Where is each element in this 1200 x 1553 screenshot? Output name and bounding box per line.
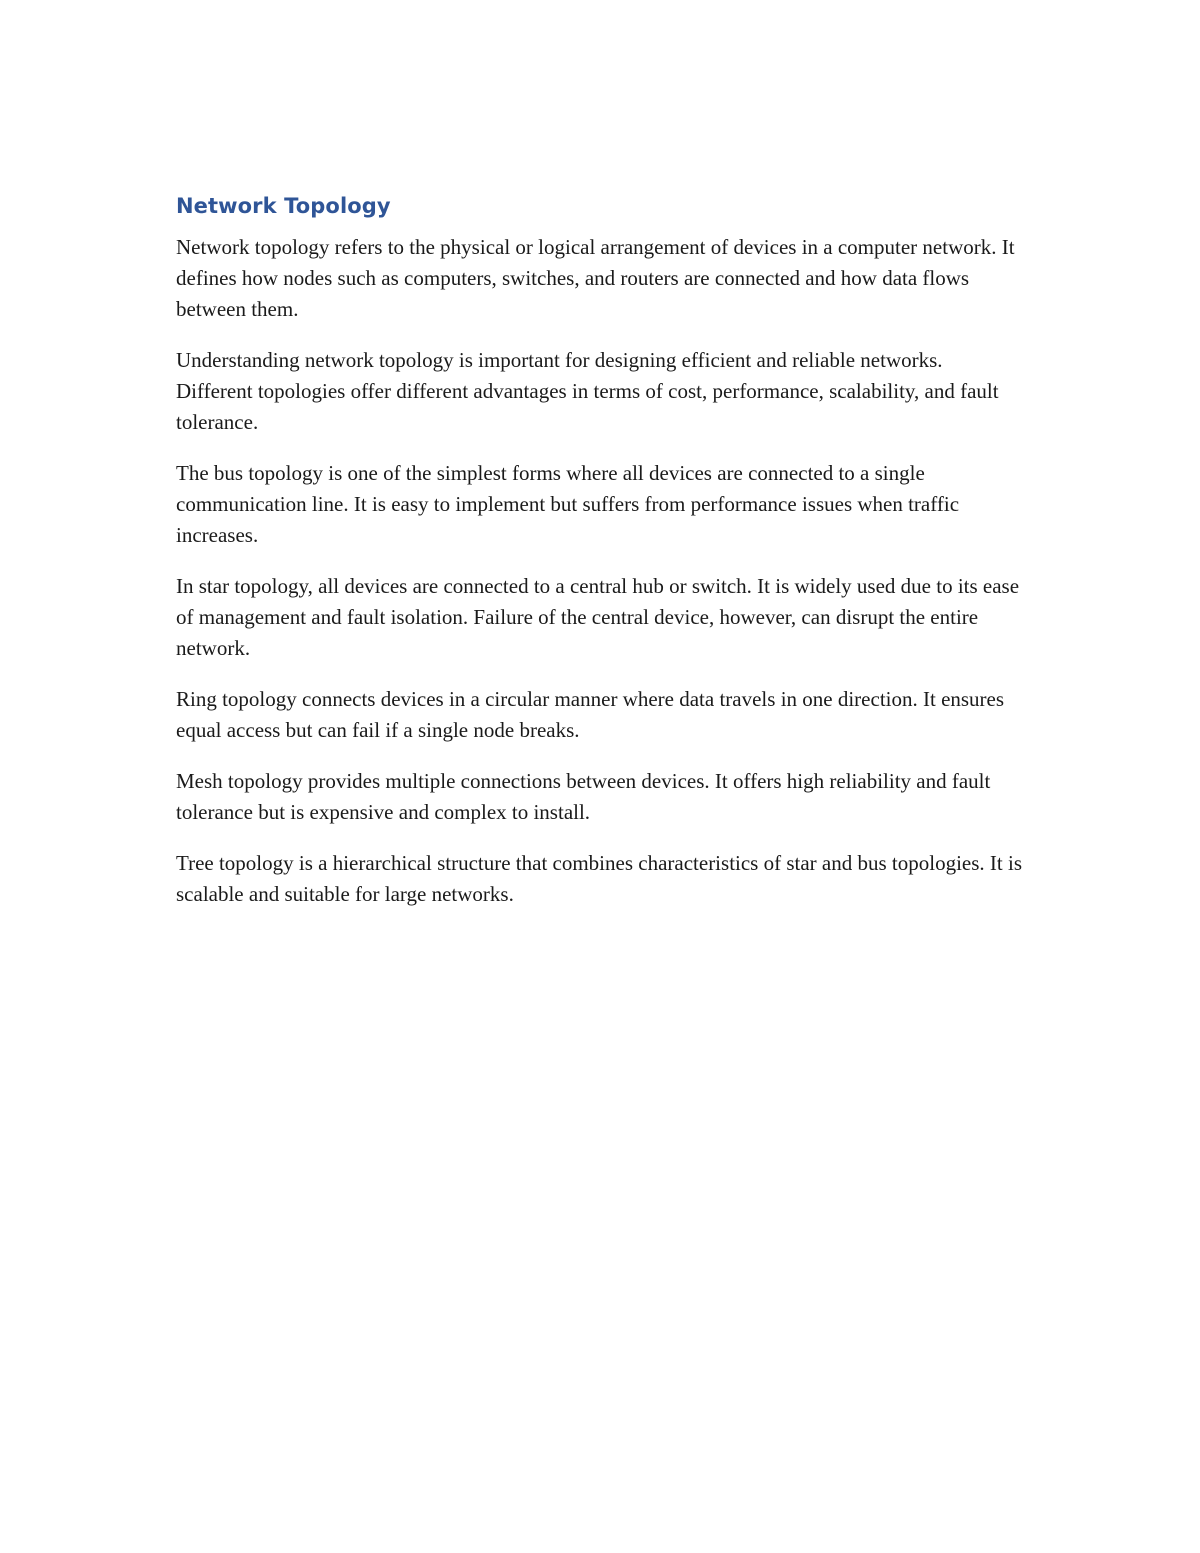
paragraph-mesh-topology: Mesh topology provides multiple connections between devices. It offers high reliability and fault tolerance but is expensive and complex to install.	[176, 769, 991, 824]
document-body	[176, 188, 1024, 930]
paragraph-bus-topology: The bus topology is one of the simplest forms where all devices are connected to a single communication line. It is easy to implement but suffers from performance issues when traffic increases.	[176, 461, 960, 547]
paragraph-ring-topology: Ring topology connects devices in a circular manner where data travels in one direction. It ensures equal access but can fail if a single node breaks.	[176, 687, 1005, 742]
paragraph-intro: Network topology refers to the physical or logical arrangement of devices in a computer network. It defines how nodes such as computers, switches, and routers are connected and how data flows between them.	[176, 235, 1015, 321]
document-title: Network Topology	[176, 194, 391, 218]
paragraph-importance: Understanding network topology is important for designing efficient and reliable networks. Different topologies offer different advantages in terms of cost, performance, scalability, and fault tolerance.	[176, 348, 999, 434]
paragraph-tree-topology: Tree topology is a hierarchical structure that combines characteristics of star and bus topologies. It is scalable and suitable for large networks.	[176, 851, 1022, 906]
paragraph-star-topology: In star topology, all devices are connected to a central hub or switch. It is widely used due to its ease of management and fault isolation. Failure of the central device, however, can disrupt the entire network.	[176, 574, 1020, 660]
